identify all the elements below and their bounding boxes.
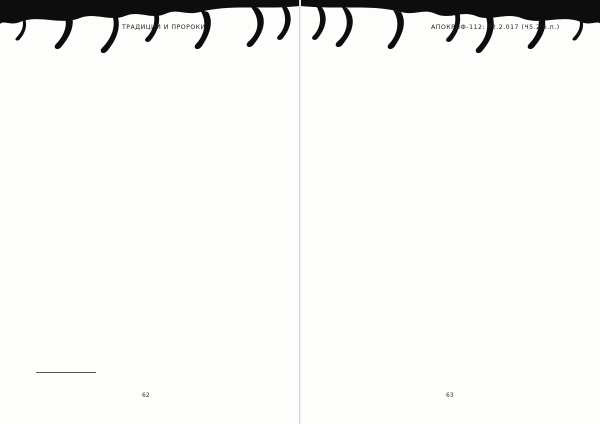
paragraph (331, 57, 565, 62)
paragraph (36, 69, 268, 74)
body-text (331, 44, 565, 101)
paragraph (36, 44, 268, 49)
paragraph (331, 88, 565, 93)
running-head: АПОКРИФ-112: 02.2.017 (Ч5.2 е.п.) (431, 24, 560, 31)
paragraph (331, 75, 565, 80)
paragraph (36, 101, 268, 106)
running-head: ТРАДИЦИИ И ПРОРОКИ (122, 24, 206, 31)
page-number: 62 (142, 392, 150, 399)
paragraph (36, 82, 268, 87)
paragraph (36, 75, 268, 80)
paragraph (36, 94, 268, 99)
paragraph (36, 57, 268, 62)
paragraph (36, 50, 268, 55)
paragraph (36, 63, 268, 68)
paragraph (331, 82, 565, 87)
paragraph (331, 94, 565, 99)
body-text (36, 44, 268, 107)
footnote (36, 375, 268, 384)
page-number: 63 (446, 392, 454, 399)
paragraph (331, 44, 565, 49)
footnote-divider (36, 372, 96, 373)
paragraph (36, 88, 268, 93)
paragraph (331, 50, 565, 55)
paragraph (331, 69, 565, 74)
paragraph (331, 63, 565, 68)
right-page (300, 0, 600, 424)
